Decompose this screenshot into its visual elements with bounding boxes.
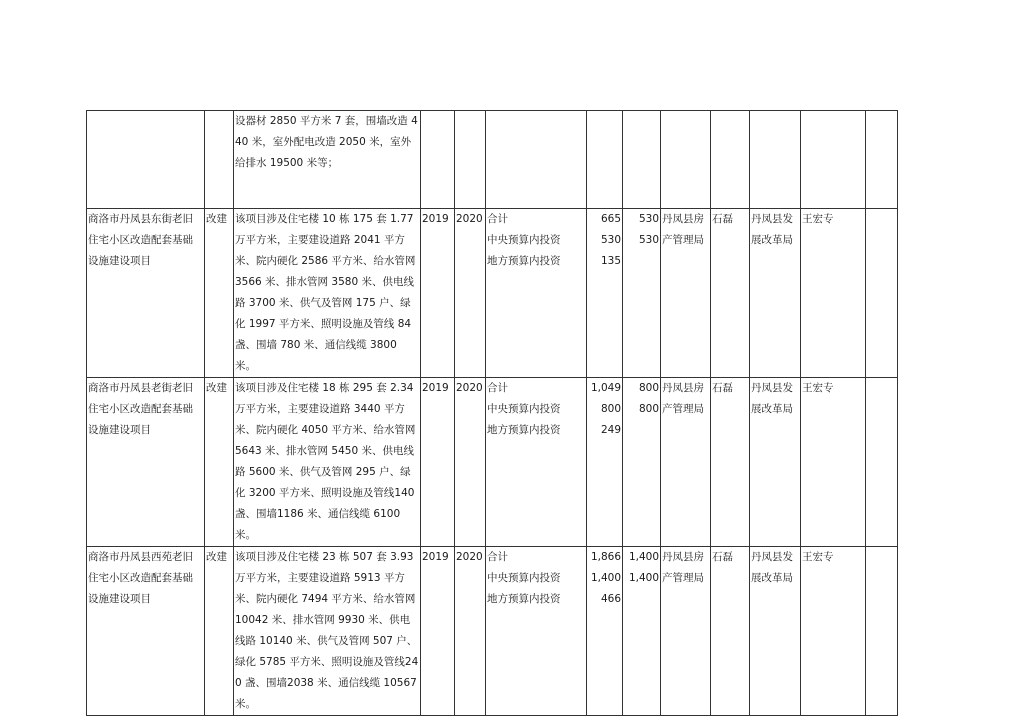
supervising-dept-cell: 丹凤县发展改革局	[750, 378, 801, 547]
investment-label-cell	[486, 111, 587, 209]
central-investment-value: 530	[638, 213, 659, 225]
investment-label: 地方预算内投资	[487, 593, 561, 605]
investment-value-cell	[587, 111, 623, 209]
implementing-unit-cell: 丹凤县房产管理局	[661, 378, 711, 547]
investment-label: 地方预算内投资	[487, 424, 561, 436]
central-investment-value: 530	[638, 234, 659, 246]
central-investment-cell	[623, 209, 661, 378]
central-investment-cell	[623, 111, 661, 209]
central-investment-cell	[623, 378, 661, 547]
investment-value: 800	[600, 403, 621, 415]
investment-value: 466	[600, 593, 621, 605]
investment-label: 合计	[487, 551, 508, 563]
investment-label-cell	[486, 547, 587, 716]
end-year-cell: 2020	[455, 209, 486, 378]
build-type-cell: 改建	[205, 547, 234, 716]
dept-responsible-cell	[801, 111, 866, 209]
table-row	[87, 547, 898, 716]
investment-label: 中央预算内投资	[487, 234, 561, 246]
remarks-cell	[866, 111, 898, 209]
content-cell: 该项目涉及住宅楼 23 栋 507 套 3.93 万平方米，主要建设道路 5913 平方米、院内硬化 7494 平方米、给水管网 10042 米、排水管网 9930 米、供电线路 10140 米、供气及管网 507 户、绿化 5785 平方米、照明设施及管线240 盏、围墙2038 米、通信线缆 10567 米。	[234, 547, 421, 716]
unit-responsible-cell	[711, 111, 750, 209]
implementing-unit-cell: 丹凤县房产管理局	[661, 547, 711, 716]
project-name-cell: 商洛市丹凤县老街老旧住宅小区改造配套基础设施建设项目	[87, 378, 205, 547]
investment-value: 1,866	[590, 551, 621, 563]
investment-value: 665	[600, 213, 621, 225]
table-row	[87, 209, 898, 378]
start-year-cell	[421, 111, 455, 209]
build-type-cell: 改建	[205, 378, 234, 547]
build-type-cell: 改建	[205, 209, 234, 378]
investment-label: 合计	[487, 213, 508, 225]
investment-label-cell	[486, 209, 587, 378]
investment-value: 530	[600, 234, 621, 246]
investment-value: 1,400	[590, 572, 621, 584]
project-name-cell: 商洛市丹凤县西苑老旧住宅小区改造配套基础设施建设项目	[87, 547, 205, 716]
investment-value: 249	[600, 424, 621, 436]
project-name-cell	[87, 111, 205, 209]
remarks-cell	[866, 209, 898, 378]
table-row	[87, 111, 898, 209]
implementing-unit-cell: 丹凤县房产管理局	[661, 209, 711, 378]
table-row	[87, 378, 898, 547]
dept-responsible-cell: 王宏专	[801, 547, 866, 716]
investment-label: 合计	[487, 382, 508, 394]
central-investment-value: 800	[638, 403, 659, 415]
investment-value: 135	[600, 255, 621, 267]
investment-value-cell	[587, 209, 623, 378]
central-investment-cell	[623, 547, 661, 716]
end-year-cell: 2020	[455, 378, 486, 547]
project-name-cell: 商洛市丹凤县东街老旧住宅小区改造配套基础设施建设项目	[87, 209, 205, 378]
investment-label: 中央预算内投资	[487, 403, 561, 415]
investment-value-cell	[587, 547, 623, 716]
start-year-cell: 2019	[421, 547, 455, 716]
supervising-dept-cell: 丹凤县发展改革局	[750, 209, 801, 378]
central-investment-value: 1,400	[628, 572, 659, 584]
implementing-unit-cell	[661, 111, 711, 209]
investment-value: 1,049	[590, 382, 621, 394]
investment-value-cell	[587, 378, 623, 547]
remarks-cell	[866, 547, 898, 716]
content-cell: 该项目涉及住宅楼 18 栋 295 套 2.34 万平方米，主要建设道路 3440 平方米、院内硬化 4050 平方米、给水管网 5643 米、排水管网 5450 米、供电线路 5600 米、供气及管网 295 户、绿化 3200 平方米、照明设施及管线140 盏、围墙1186 米、通信线缆 6100 米。	[234, 378, 421, 547]
central-investment-value: 800	[638, 382, 659, 394]
investment-label: 中央预算内投资	[487, 572, 561, 584]
start-year-cell: 2019	[421, 378, 455, 547]
project-table	[86, 110, 898, 716]
supervising-dept-cell	[750, 111, 801, 209]
content-cell: 该项目涉及住宅楼 10 栋 175 套 1.77 万平方米，主要建设道路 2041 平方米、院内硬化 2586 平方米、给水管网 3566 米、排水管网 3580 米、供电线路 3700 米、供气及管网 175 户、绿化 1997 平方米、照明设施及管线 84 盏、围墙 780 米、通信线缆 3800 米。	[234, 209, 421, 378]
unit-responsible-cell: 石磊	[711, 378, 750, 547]
investment-label: 地方预算内投资	[487, 255, 561, 267]
remarks-cell	[866, 378, 898, 547]
central-investment-value: 1,400	[628, 551, 659, 563]
dept-responsible-cell: 王宏专	[801, 209, 866, 378]
content-cell: 设器材 2850 平方米 7 套，围墙改造 440 米，室外配电改造 2050 米，室外给排水 19500 米等；	[234, 111, 421, 209]
investment-label-cell	[486, 378, 587, 547]
unit-responsible-cell: 石磊	[711, 547, 750, 716]
supervising-dept-cell: 丹凤县发展改革局	[750, 547, 801, 716]
build-type-cell	[205, 111, 234, 209]
unit-responsible-cell: 石磊	[711, 209, 750, 378]
end-year-cell: 2020	[455, 547, 486, 716]
end-year-cell	[455, 111, 486, 209]
dept-responsible-cell: 王宏专	[801, 378, 866, 547]
start-year-cell: 2019	[421, 209, 455, 378]
